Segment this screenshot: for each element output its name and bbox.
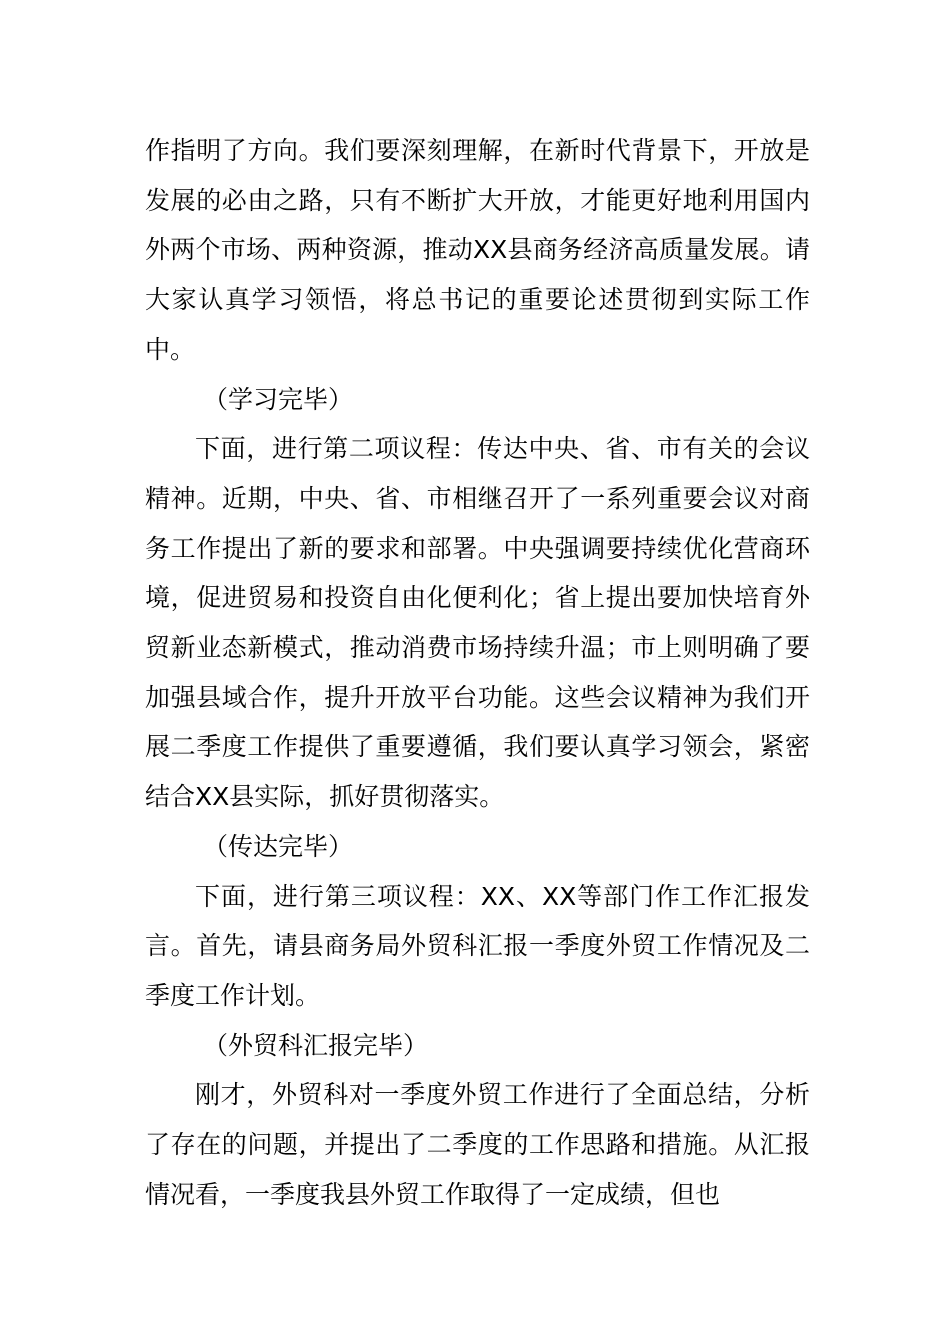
paragraph-summary: 刚才，外贸科对一季度外贸工作进行了全面总结，分析了存在的问题，并提出了二季度的工作思路和措施。从汇报情况看，一季度我县外贸工作取得了一定成绩，但也	[145, 1080, 810, 1209]
paragraph-agenda-item-2: 下面，进行第二项议程：传达中央、省、市有关的会议精神。近期，中央、省、市相继召开了一系列重要会议对商务工作提出了新的要求和部署。中央强调要持续优化营商环境，促进贸易和投资自由化便利化；省上提出要加快培育外贸新业态新模式，推动消费市场持续升温；市上则明确了要加强县域合作，提升开放平台功能。这些会议精神为我们开展二季度工作提供了重要遵循，我们要认真学习领会，紧密结合XX县实际，抓好贯彻落实。	[145, 434, 810, 812]
paragraph-agenda-item-3: 下面，进行第三项议程：XX、XX等部门作工作汇报发言。首先，请县商务局外贸科汇报一季度外贸工作情况及二季度工作计划。	[145, 881, 810, 1010]
note-study-complete: （学习完毕）	[203, 384, 354, 414]
note-report-complete: （外贸科汇报完毕）	[203, 1030, 429, 1060]
note-relay-complete: （传达完毕）	[203, 831, 354, 861]
document-page	[145, 126, 810, 1219]
paragraph-continued: 作指明了方向。我们要深刻理解，在新时代背景下，开放是发展的必由之路，只有不断扩大开放，才能更好地利用国内外两个市场、两种资源，推动XX县商务经济高质量发展。请大家认真学习领悟，将总书记的重要论述贯彻到实际工作中。	[145, 136, 810, 364]
